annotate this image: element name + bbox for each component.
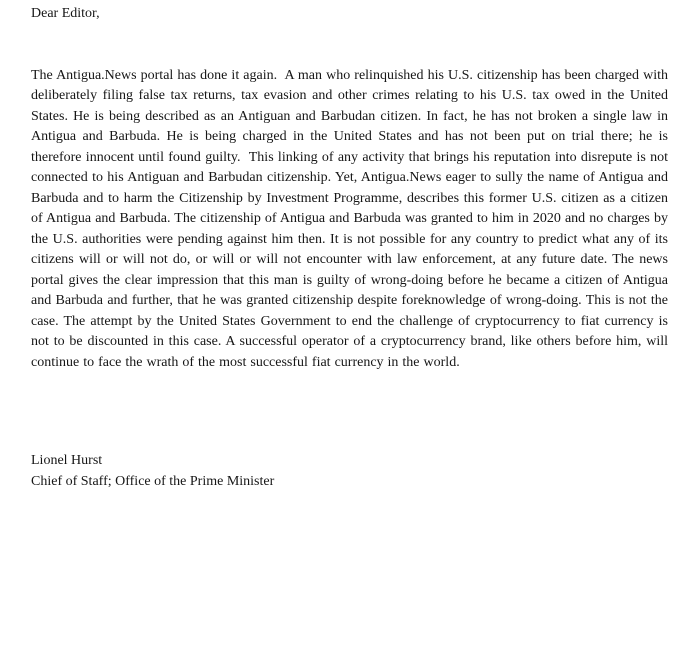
signature-block [31,451,668,492]
letter-body-paragraph: The Antigua.News portal has done it again. A man who relinquished his U.S. citizenship has been charged with deliberately filing false tax returns, tax evasion and other crimes relating to his U.S. tax owed in the United States. He is being described as an Antiguan and Barbudan citizen. In fact, he has not broken a single law in Antigua and Barbuda. He is being charged in the United States and has not been put on trial there; he is therefore innocent until found guilty. This linking of any activity that brings his reputation into disrepute is not connected to his Antiguan and Barbudan citizenship. Yet, Antigua.News eager to sully the name of Antigua and Barbuda and to harm the Citizenship by Investment Programme, describes this former U.S. citizen as a citizen of Antigua and Barbuda. The citizenship of Antigua and Barbuda was granted to him in 2020 and no charges by the U.S. authorities were pending against him then. It is not possible for any country to predict what any of its citizens will or will not do, or will or will not encounter with law enforcement, at any future date. The news portal gives the clear impression that this man is guilty of wrong-doing before he became a citizen of Antigua and Barbuda and further, that he was granted citizenship despite foreknowledge of wrong-doing. This is not the case. The attempt by the United States Government to end the challenge of cryptocurrency to fiat currency is not to be discounted in this case. A successful operator of a cryptocurrency brand, like others before him, will continue to face the wrath of the most successful fiat currency in the world. [31,67,672,370]
signature-title: Chief of Staff; Office of the Prime Minister [31,473,275,489]
signature-name: Lionel Hurst [31,453,103,468]
salutation: Dear Editor, [31,6,100,21]
